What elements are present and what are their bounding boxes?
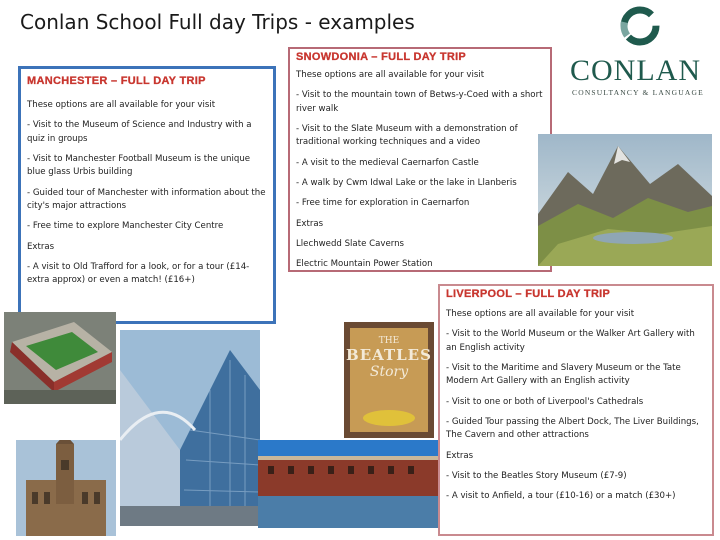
sign-line-1: THE xyxy=(378,336,400,346)
manchester-list xyxy=(27,99,267,287)
list-item: - Visit to the mountain town of Betws-y-Coed with a short river walk xyxy=(296,90,543,114)
list-item: - A visit to the medieval Caernarfon Castle xyxy=(296,157,479,168)
liverpool-heading: LIVERPOOL – FULL DAY TRIP xyxy=(446,288,611,300)
old-trafford-stadium-photo xyxy=(4,312,116,404)
liverpool-list xyxy=(446,308,706,503)
list-item: - Guided Tour passing the Albert Dock, The Liver Buildings, The Cavern and other attractions xyxy=(446,416,699,441)
conlan-logo xyxy=(568,6,714,100)
sign-line-2: BEATLES xyxy=(346,346,432,364)
list-item: - Visit to one or both of Liverpool's Cathedrals xyxy=(446,396,644,407)
list-item: - Visit to Manchester Football Museum is the unique blue glass Urbis building xyxy=(27,153,251,178)
list-item: - Guided tour of Manchester with information about the city's major attractions xyxy=(27,187,266,211)
logo-subtitle: CONSULTANCY & LANGUAGE xyxy=(572,88,704,97)
list-item: - Visit to the World Museum or the Walker Art Gallery with an English activity xyxy=(446,329,695,353)
list-item: - Free time to explore Manchester City Centre xyxy=(27,221,224,232)
snowdonia-trip-box xyxy=(288,47,552,272)
snowdonia-list xyxy=(296,69,544,271)
page-title: Conlan School Full day Trips - examples xyxy=(20,10,415,34)
list-item: These options are all available for your visit xyxy=(296,70,485,80)
list-item: - Visit to the Slate Museum with a demonstration of traditional working techniques and a video xyxy=(296,123,518,148)
list-item: Extras xyxy=(27,241,55,252)
list-item: These options are all available for your visit xyxy=(27,100,216,110)
beatles-story-sign-photo xyxy=(344,322,434,438)
manchester-town-hall-photo xyxy=(16,440,116,536)
list-item: Extras xyxy=(296,218,324,229)
list-item: - A walk by Cwm Idwal Lake or the lake in Llanberis xyxy=(296,177,517,188)
manchester-trip-box xyxy=(18,66,276,324)
list-item: Electric Mountain Power Station xyxy=(296,259,433,270)
list-item: Llechwedd Slate Caverns xyxy=(296,238,405,249)
logo-wordmark: CONLAN xyxy=(570,54,701,87)
list-item: - Free time for exploration in Caernarfon xyxy=(296,198,470,209)
list-item: Extras xyxy=(446,450,474,461)
list-item: - Visit to the Beatles Story Museum (£7-9) xyxy=(446,470,627,481)
list-item: These options are all available for your visit xyxy=(446,309,635,319)
list-item: - A visit to Anfield, a tour (£10-16) or a match (£30+) xyxy=(446,491,676,502)
list-item: - Visit to the Museum of Science and Industry with a quiz in groups xyxy=(27,120,252,144)
urbis-glass-building-photo xyxy=(120,330,260,526)
snowdonia-mountain-photo xyxy=(538,134,712,266)
list-item: - Visit to the Maritime and Slavery Museum or the Tate Modern Art Gallery with an English activity xyxy=(446,362,681,387)
sign-line-3: Story xyxy=(369,364,409,380)
logo-ring-icon xyxy=(568,6,714,56)
manchester-heading: MANCHESTER – FULL DAY TRIP xyxy=(27,75,206,87)
liverpool-trip-box xyxy=(438,284,714,536)
list-item: - A visit to Old Trafford for a look, or for a tour (£14- extra approx) or even a match! (£16+) xyxy=(27,261,250,286)
snowdonia-heading: SNOWDONIA – FULL DAY TRIP xyxy=(296,51,467,63)
albert-dock-photo xyxy=(258,440,438,528)
